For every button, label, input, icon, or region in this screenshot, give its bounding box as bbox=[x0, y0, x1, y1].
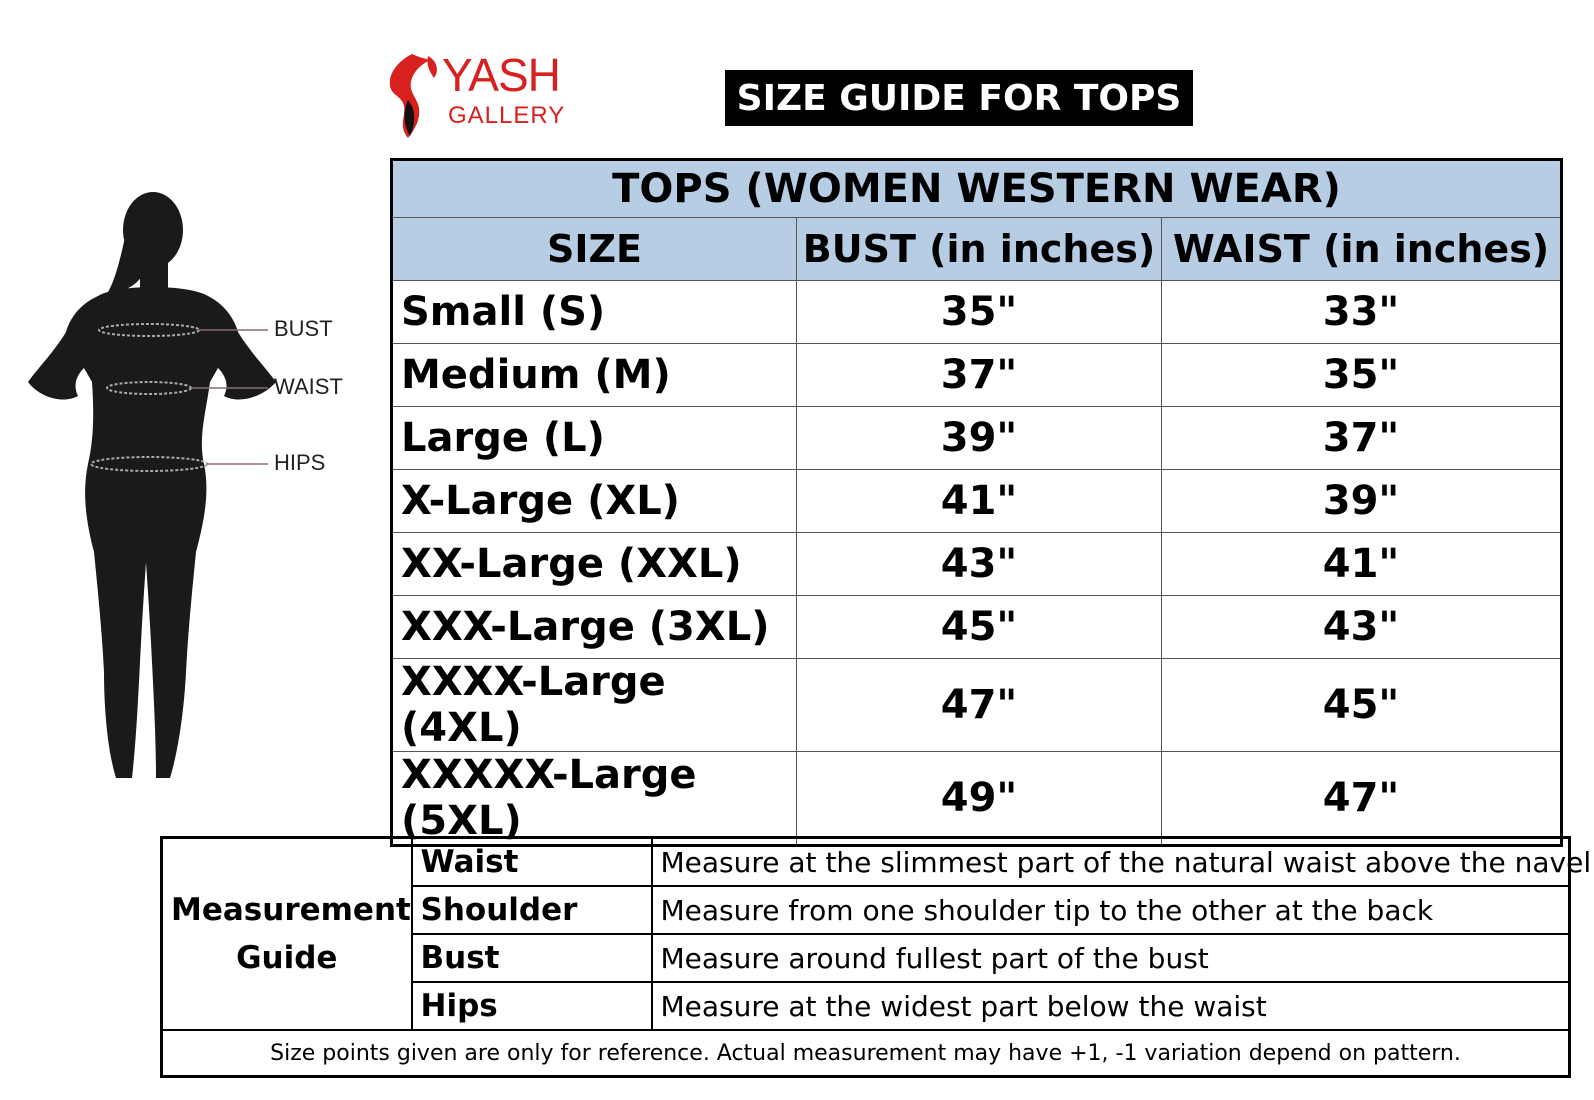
guide-heading bbox=[162, 838, 412, 1031]
bust-label: BUST bbox=[274, 316, 333, 341]
guide-row bbox=[162, 838, 1570, 887]
bust-cell: 41" bbox=[797, 470, 1162, 533]
waist-cell: 43" bbox=[1162, 596, 1562, 659]
waist-cell: 39" bbox=[1162, 470, 1562, 533]
bust-cell: 35" bbox=[797, 281, 1162, 344]
waist-cell: 35" bbox=[1162, 344, 1562, 407]
bust-cell: 47" bbox=[797, 659, 1162, 752]
size-cell: XXX-Large (3XL) bbox=[392, 596, 797, 659]
page-title: SIZE GUIDE FOR TOPS bbox=[725, 70, 1193, 126]
size-cell: Medium (M) bbox=[392, 344, 797, 407]
column-header-size: SIZE bbox=[392, 218, 797, 281]
waist-cell: 41" bbox=[1162, 533, 1562, 596]
bust-cell: 45" bbox=[797, 596, 1162, 659]
size-cell: XXXXX-Large (5XL) bbox=[392, 752, 797, 846]
guide-desc-hips: Measure at the widest part below the waist bbox=[652, 982, 1570, 1030]
table-caption: TOPS (WOMEN WESTERN WEAR) bbox=[392, 160, 1562, 218]
logo-text-gallery: GALLERY bbox=[448, 102, 566, 129]
size-cell: Large (L) bbox=[392, 407, 797, 470]
table-header-row bbox=[392, 218, 1562, 281]
guide-desc-bust: Measure around fullest part of the bust bbox=[652, 934, 1570, 982]
table-row bbox=[392, 533, 1562, 596]
guide-part-hips: Hips bbox=[412, 982, 652, 1030]
reference-note: Size points given are only for reference. Actual measurement may have +1, -1 variation depend on pattern. bbox=[162, 1030, 1570, 1077]
guide-part-bust: Bust bbox=[412, 934, 652, 982]
logo-text-yash: YASH bbox=[442, 49, 560, 101]
table-row bbox=[392, 407, 1562, 470]
table-row bbox=[392, 470, 1562, 533]
size-cell: XX-Large (XXL) bbox=[392, 533, 797, 596]
table-row bbox=[392, 596, 1562, 659]
size-cell: Small (S) bbox=[392, 281, 797, 344]
guide-note-row bbox=[162, 1030, 1570, 1077]
bust-cell: 37" bbox=[797, 344, 1162, 407]
bust-cell: 49" bbox=[797, 752, 1162, 846]
table-row bbox=[392, 659, 1562, 752]
hips-label: HIPS bbox=[274, 450, 326, 475]
guide-desc-shoulder: Measure from one shoulder tip to the other at the back bbox=[652, 886, 1570, 934]
waist-cell: 33" bbox=[1162, 281, 1562, 344]
column-header-waist: WAIST (in inches) bbox=[1162, 218, 1562, 281]
guide-heading-line1: Measurement bbox=[171, 892, 411, 928]
waist-cell: 47" bbox=[1162, 752, 1562, 846]
measurement-guide-table bbox=[160, 836, 1592, 1078]
bust-cell: 43" bbox=[797, 533, 1162, 596]
size-cell: XXXX-Large (4XL) bbox=[392, 659, 797, 752]
table-row bbox=[392, 344, 1562, 407]
column-header-bust: BUST (in inches) bbox=[797, 218, 1162, 281]
body-figure bbox=[28, 192, 368, 792]
guide-heading-line2: Guide bbox=[236, 940, 338, 976]
guide-part-waist: Waist bbox=[412, 838, 652, 887]
guide-part-shoulder: Shoulder bbox=[412, 886, 652, 934]
table-row bbox=[392, 752, 1562, 846]
waist-cell: 37" bbox=[1162, 407, 1562, 470]
brand-logo bbox=[382, 50, 582, 140]
guide-desc-waist: Measure at the slimmest part of the natural waist above the navel bbox=[652, 838, 1570, 887]
size-cell: X-Large (XL) bbox=[392, 470, 797, 533]
size-table bbox=[390, 158, 1563, 847]
woman-silhouette-icon bbox=[28, 192, 368, 792]
table-row bbox=[392, 281, 1562, 344]
waist-label: WAIST bbox=[274, 374, 343, 399]
bust-cell: 39" bbox=[797, 407, 1162, 470]
waist-cell: 45" bbox=[1162, 659, 1562, 752]
